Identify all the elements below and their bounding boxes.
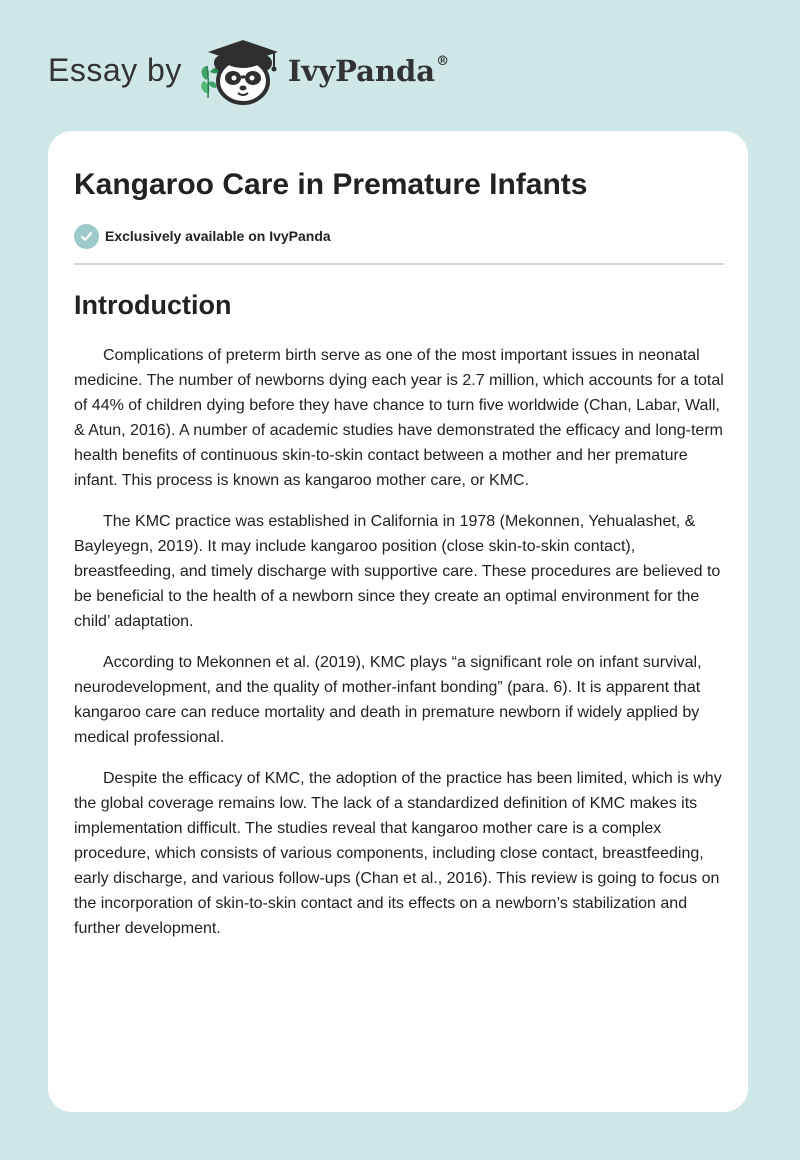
checkmark-icon: [80, 230, 93, 243]
brand-name-text: IvyPanda: [287, 53, 436, 88]
paragraph: According to Mekonnen et al. (2019), KMC plays “a significant role on infant survival, neurodevelopment, and the quality of mother-infant bonding” (para. 6). It is apparent that kangaroo care can reduce mortality and death in premature newborn if widely applied by medical professional.: [74, 654, 702, 746]
paragraph: The KMC practice was established in California in 1978 (Mekonnen, Yehualashet, & Bayleyegn, 2019). It may include kangaroo position (close skin-to-skin contact), breastfeeding, and timely discharge with supportive care. These procedures are believed to be beneficial to the health of a newborn since they create an optimal environment for the child’ adaptation.: [74, 513, 721, 630]
essay-card: [48, 131, 748, 1112]
title-divider: [74, 263, 724, 265]
brand-name: [287, 53, 450, 88]
registered-mark: ®: [436, 53, 450, 69]
paragraph: Complications of preterm birth serve as one of the most important issues in neonatal medicine. The number of newborns dying each year is 2.7 million, which accounts for a total of 44% of children dying before they have chance to turn five worldwide (Chan, Labar, Wall, & Atun, 2016). A number of academic studies have demonstrated the efficacy and long-term health benefits of continuous skin-to-skin contact between a mother and her premature infant. This process is known as kangaroo mother care, or KMC.: [74, 347, 724, 489]
essay-title: Kangaroo Care in Premature Infants: [74, 168, 588, 201]
paragraph: Despite the efficacy of KMC, the adoption of the practice has been limited, which is why the global coverage remains low. The lack of a standardized definition of KMC makes its implementation difficult. The studies reveal that kangaroo mother care is a complex procedure, which consists of various components, including close contact, breastfeeding, early discharge, and various follow-ups (Chan et al., 2016). This review is going to focus on the incorporation of skin-to-skin contact and its effects on a newborn’s stabilization and further development.: [74, 770, 722, 937]
panda-logo-icon: [196, 36, 284, 108]
exclusive-badge: [74, 223, 724, 249]
brand-prefix: Essay by: [48, 52, 182, 88]
brand-header[interactable]: [48, 36, 449, 108]
check-circle-icon: [74, 224, 99, 249]
section-title-introduction: Introduction: [74, 290, 232, 320]
exclusive-label: Exclusively available on IvyPanda: [105, 228, 331, 244]
essay-content: [74, 167, 724, 941]
